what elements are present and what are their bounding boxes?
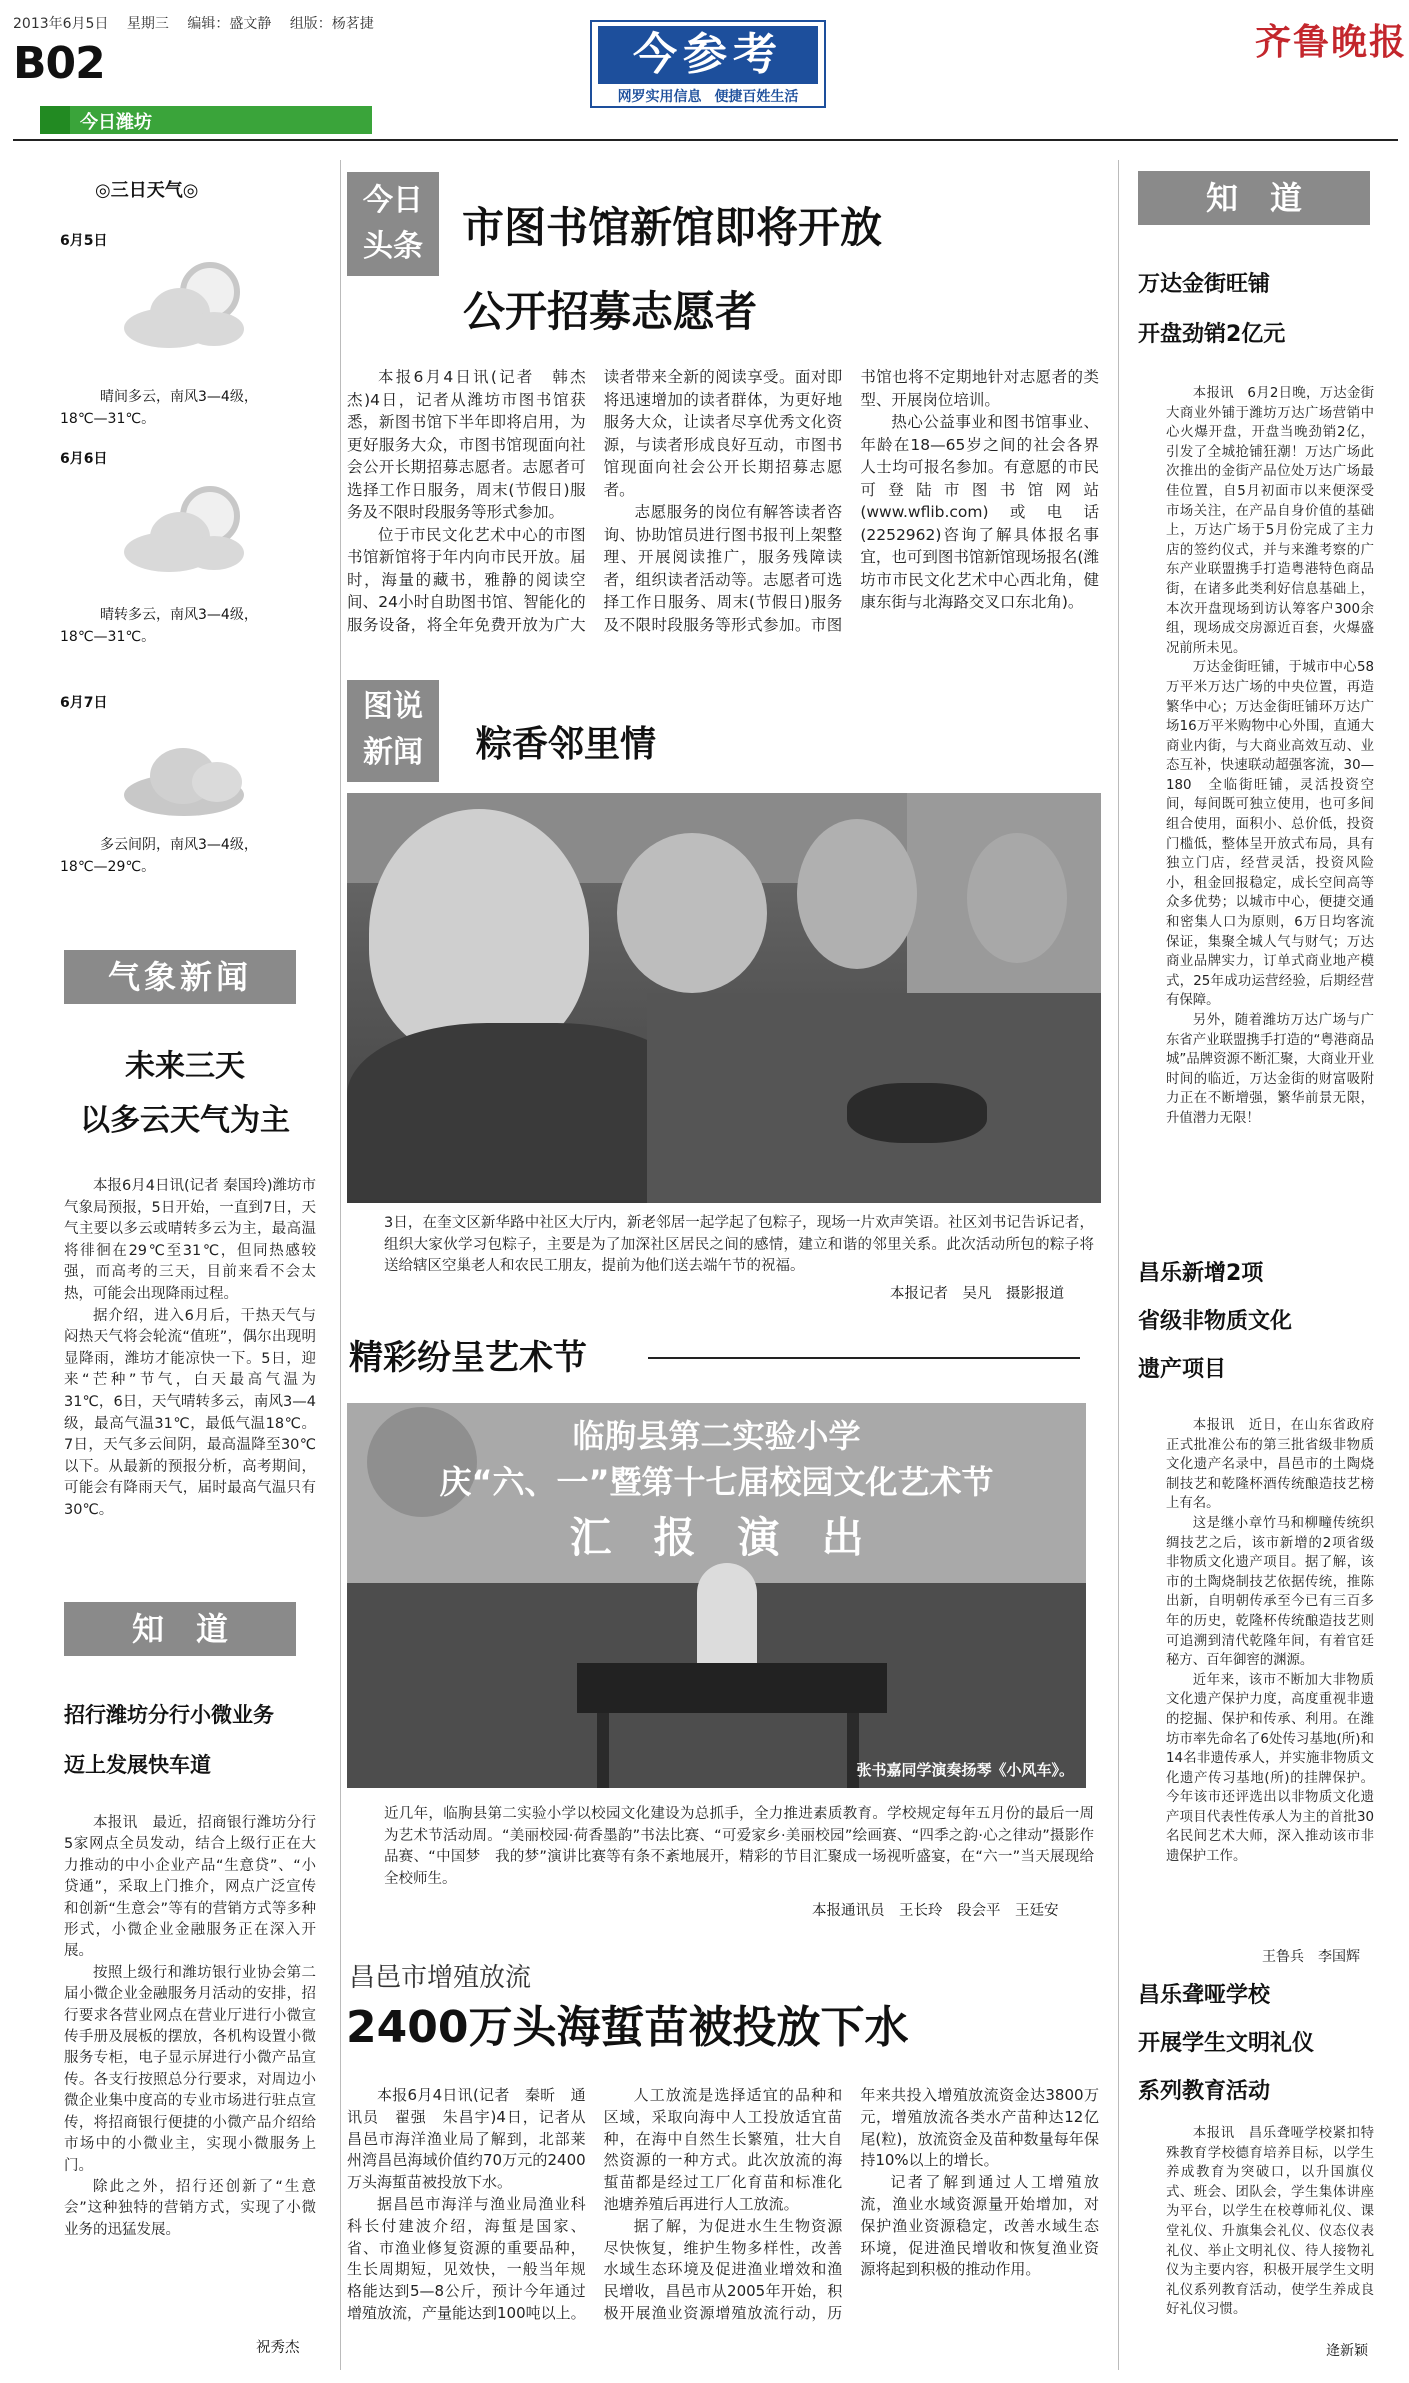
zhidao-left-byline: 祝秀杰 xyxy=(256,2340,300,2356)
weather-desc: 晴转多云，南风3—4级， xyxy=(100,607,258,623)
page-number: B02 xyxy=(13,38,105,89)
school-body: 本报讯 昌乐聋哑学校紧扣特殊教育学校德育培养目标，以学生养成教育为突破口，以升国旗仪式、班会、团队会，学生集体讲座为平台，以学生在校尊师礼仪、课堂礼仪、升旗集会礼仪、仪态仪表礼仪、举止文明礼仪、待人接物礼仪为主要内容，积极开展学生文明礼仪系列教育活动，使学生养成良好礼仪习惯。 xyxy=(1166,2126,1374,2318)
sun-cloud-icon xyxy=(120,480,260,580)
weather-day xyxy=(60,444,325,644)
heritage-byline: 王鲁兵 李国辉 xyxy=(1262,1949,1360,1965)
lead-headline: 市图书馆新馆即将开放 公开招募志愿者 xyxy=(462,203,883,336)
jellyfish-kicker: 昌邑市增殖放流 xyxy=(349,1963,532,1993)
date: 2013年6月5日 xyxy=(13,16,109,32)
header-meta xyxy=(13,13,374,33)
editor: 编辑：盛文静 xyxy=(187,16,272,32)
zongzi-photo xyxy=(347,793,1101,1203)
section-bar xyxy=(40,106,372,134)
weather-date: 6月7日 xyxy=(60,695,108,711)
weather-news-tag: 气象新闻 xyxy=(64,950,296,1004)
art-festival-caption: 近几年，临朐县第二实验小学以校园文化建设为总抓手，全力推进素质教育。学校规定每年五月份的最后一周为艺术节活动周。“美丽校园·荷香墨韵”书法比赛、“可爱家乡·美丽校园”绘画赛、“四季之韵·心之律动”摄影作品赛、“中国梦 我的梦”演讲比赛等有条不紊地展开，精彩的节目汇聚成一场视听盛宴，在“六一”当天展现给全校师生。 xyxy=(384,1806,1094,1887)
cloud-icon xyxy=(120,734,260,824)
brand-title: 今参考 xyxy=(598,26,818,84)
school-headline: 昌乐聋哑学校 开展学生文明礼仪 系列教育活动 xyxy=(1138,1983,1315,2104)
photo-news-byline: 本报记者 吴凡 摄影报道 xyxy=(890,1286,1064,1302)
section-label: 今日潍坊 xyxy=(80,112,152,133)
zhidao-left-headline: 招行潍坊分行小微业务 迈上发展快车道 xyxy=(64,1703,274,1777)
weather-day xyxy=(60,226,325,426)
lead-body: 本报6月4日讯(记者 韩杰杰)4日，记者从潍坊市图书馆获悉，新图书馆下半年即将启用，为更好服务大众，市图书馆现面向社会公开长期招募志愿者。志愿者可选择工作日服务，周末(节假日)服务及不限时段服务等形式参加。 位于市民文化艺术中心的市图书馆新馆将于年内向市民开放。届时，海量的藏书，雅静的阅读空间、24小时自助图书馆、智能化的服务设备，将全年免费开放为广大读者带来全新的阅读享受。面对即将迅速增加的读者群体，为更好地服务大众，让读者尽享优秀文化资源，与读者形成良好互动，市图书馆现面向社会公开长期招募志愿者。 志愿服务的岗位有解答读者咨询、协助馆员进行图书报刊上架整理、开展阅读推广，服务残障读者，组织读者活动等。志愿者可选择工作日服务、周末(节假日)服务及不限时段服务等形式参加。市图书馆也将不定期地针对志愿者的类型、开展岗位培训。 热心公益事业和图书馆事业、年龄在18—65岁之间的社会各界人士均可报名参加。有意愿的市民可登陆市图书馆网站(www.wflib.com)或电话(2252962)咨询了解具体报名事宜，也可到图书馆新馆现场报名(潍坊市市民文化艺术中心西北角，健康东街与北海路交叉口东北角)。 xyxy=(347,368,1099,634)
weather-desc: 多云间阴，南风3—4级， xyxy=(100,837,258,853)
zhidao-right-tag: 知 道 xyxy=(1138,171,1370,225)
brand-slogan: 网罗实用信息 便捷百姓生活 xyxy=(617,89,799,105)
header-rule xyxy=(13,139,1398,141)
sun-cloud-icon xyxy=(120,256,260,356)
weather-date: 6月6日 xyxy=(60,451,108,467)
jellyfish-body: 本报6月4日讯(记者 秦昕 通讯员 翟强 朱昌宇)4日，记者从昌邑市海洋渔业局了解到，北部莱州湾昌邑海域价值约70万元的2400万头海蜇苗被投放下水。 据昌邑市海洋与渔业局渔业科科长付建波介绍，海蜇是国家、省、市渔业修复资源的重要品种，生长周期短，见效快，一般当年规格能达到5—8公斤，预计今年通过增殖放流，产量能达到100吨以上。 人工放流是选择适宜的品种和区域，采取向海中人工投放适宜苗种，在海中自然生长繁殖，壮大自然资源的一种方式。此次放流的海蜇苗都是经过工厂化育苗和标准化池塘养殖后再进行人工放流。 据了解，为促进水生生物资源尽快恢复，维护生物多样性，改善水域生态环境及促进渔业增效和渔民增收，昌邑市从2005年开始，积极开展渔业资源增殖放流行动，历年来共投入增殖放流资金达3800万元，增殖放流各类水产苗种达12亿尾(粒)，放流资金及苗种数量每年保持10%以上的增长。 记者了解到通过人工增殖放流，渔业水域资源量开始增加，对保护渔业资源稳定，改善水域生态环境，促进渔民增收和恢复渔业资源将起到积极的推动作用。 xyxy=(347,2086,1099,2322)
zhidao-left-tag: 知 道 xyxy=(64,1602,296,1656)
column-divider xyxy=(340,160,341,2370)
weather-temp: 18℃—31℃。 xyxy=(60,629,156,645)
photo-news-tag: 图说 新闻 xyxy=(347,680,439,782)
layout-editor: 组版：杨茗捷 xyxy=(289,16,374,32)
weekday: 星期三 xyxy=(126,16,169,32)
column-divider xyxy=(1118,160,1119,2370)
school-stage-photo xyxy=(347,1403,1086,1788)
heritage-body: 本报讯 近日，在山东省政府正式批准公布的第三批省级非物质文化遗产名录中，昌邑市的土陶烧制技艺和乾隆杯酒传统酿造技艺榜上有名。 这是继小章竹马和柳疃传统织绸技艺之后，该市新增的2项省级非物质文化遗产项目。据了解，该市的土陶烧制技艺依据传统，推陈出新，自明朝传承至今已有三百多年的历史，乾隆杯传统酿造技艺则可追溯到清代乾隆年间，有着官廷秘方、百年御窖的渊源。 近年来，该市不断加大非物质文化遗产保护力度，高度重视非遗的挖掘、保护和传承、利用。在潍坊市率先命名了6处传习基地(所)和14名非遗传承人，并实施非物质文化遗产传习基地(所)的挂牌保护。今年该市还评选出以非物质文化遗产项目代表性传承人为主的首批30名民间艺术大师，深入推动该市非遗保护工作。 xyxy=(1166,1418,1374,1865)
weather-title: ◎三日天气◎ xyxy=(95,180,199,201)
art-festival-title: 精彩纷呈艺术节 xyxy=(349,1338,587,1378)
brand-logo xyxy=(590,20,826,108)
wanda-headline: 万达金街旺铺 开盘劲销2亿元 xyxy=(1138,272,1286,347)
heritage-headline: 昌乐新增2项 省级非物质文化 遗产项目 xyxy=(1138,1261,1293,1382)
weather-date: 6月5日 xyxy=(60,233,108,249)
weather-temp: 18℃—31℃。 xyxy=(60,411,156,427)
weather-news-body: 本报6月4日讯(记者 秦国玲)潍坊市气象局预报，5日开始，一直到7日，天气主要以多云或晴转多云为主，最高温将徘徊在29℃至31℃，但同热感较强，而高考的三天，目前来看不会太热，可能会出现降雨过程。 据介绍，进入6月后，干热天气与闷热天气将会轮流“值班”，偶尔出现明显降雨，潍坊才能凉快一下。5日，迎来“芒种”节气，白天最高气温为31℃，6日，天气晴转多云，南风3—4级，最高气温31℃，最低气温18℃。7日，天气多云间阴，最高温降至30℃以下。从最新的预报分析，高考期间，可能会有降雨天气，届时最高气温只有30℃。 xyxy=(64,1178,316,1518)
weather-temp: 18℃—29℃。 xyxy=(60,859,156,875)
weather-day xyxy=(60,684,325,884)
lead-tag: 今日 头条 xyxy=(347,172,439,276)
paper-name-logo: 齐鲁晚报 xyxy=(1255,21,1408,63)
banner-line-2: 庆“六、一”暨第十七届校园文化艺术节 xyxy=(439,1463,994,1501)
wanda-body: 本报讯 6月2日晚，万达金街大商业外铺于潍坊万达广场营销中心火爆开盘，开盘当晚劲销2亿，引发了全城抢铺狂潮！万达广场此次推出的金街产品位处万达广场最佳位置，自5月初面市以来便深受市场关注，在产品自身价值的基础上，万达广场于5月份完成了主力店的签约仪式，并与来潍考察的广东产业联盟携手打造粤港特色商品街，在诸多此类利好信息基础上，本次开盘现场到访认筹客户300余组，现场成交房源近百套，火爆盛况前所未见。 万达金街旺铺，于城市中心58万平米万达广场的中央位置，再造繁华中心；万达金街旺铺环万达广场16万平米购物中心外围，直通大商业内街，与大商业高效互动、业态互补，快速联动超强客流，30—180 全临街旺铺，灵活投资空间，每间既可独立使用，也可多间组合使用，面积小、总价低，投资门槛低，整体呈开放式布局，具有独立门店，经营灵活，投资风险小，租金回报稳定，成长空间高等众多优势；以城市中心，便捷交通和密集人口为原则，6万日均客流保证，集聚全城人气与财气；万达商业品牌实力，订单式商业地产模式，25年成功运营经验，后期经营有保障。 另外，随着潍坊万达广场与广东省产业联盟携手打造的“粤港商品城”品牌资源不断汇聚，大商业开业时间的临近，万达金街的财富吸附力正在不断增强，繁华前景无限，升值潜力无限！ xyxy=(1166,386,1374,1126)
photo-news-title: 粽香邻里情 xyxy=(476,724,657,765)
weather-desc: 晴间多云，南风3—4级， xyxy=(100,389,258,405)
art-festival-rule xyxy=(648,1357,1080,1359)
art-festival-byline: 本报通讯员 王长玲 段会平 王廷安 xyxy=(812,1903,1059,1919)
stage-photo-caption: 张书嘉同学演奏扬琴《小风车》。 xyxy=(856,1761,1074,1779)
zhidao-left-body: 本报讯 最近，招商银行潍坊分行5家网点全员发动，结合上级行正在大力推动的中小企业产品“生意贷”、“小贷通”，采取上门推介，网点广泛宣传和创新“生意会”等有的营销方式等多种形式，小微企业金融服务正在深入开展。 按照上级行和潍坊银行业协会第二届小微企业金融服务月活动的安排，招行要求各营业网点在营业厅进行小微宣传手册及展板的摆放，各机构设置小微服务专柜，电子显示屏进行小微产品宣传。各支行按照总分行要求，对周边小微企业集中度高的专业市场进行驻点宣传，将招商银行便捷的小微产品介绍给市场中的小微业主，实现小微服务上门。 除此之外，招行还创新了“生意会”这种独特的营销方式，实现了小微业务的迅猛发展。 xyxy=(64,1815,316,2238)
banner-line-3: 汇 报 演 出 xyxy=(569,1513,864,1562)
weather-news-headline: 未来三天 以多云天气为主 xyxy=(80,1049,290,1138)
school-byline: 逄新颖 xyxy=(1326,2343,1368,2359)
banner-line-1: 临朐县第二实验小学 xyxy=(572,1417,861,1455)
jellyfish-headline: 2400万头海蜇苗被投放下水 xyxy=(346,2002,909,2053)
photo-news-caption: 3日，在奎文区新华路中社区大厅内，新老邻居一起学起了包粽子，现场一片欢声笑语。社区刘书记告诉记者，组织大家伙学习包粽子，主要是为了加深社区居民之间的感情，建立和谐的邻里关系。此次活动所包的粽子将送给辖区空巢老人和农民工朋友，提前为他们送去端午节的祝福。 xyxy=(384,1215,1094,1274)
